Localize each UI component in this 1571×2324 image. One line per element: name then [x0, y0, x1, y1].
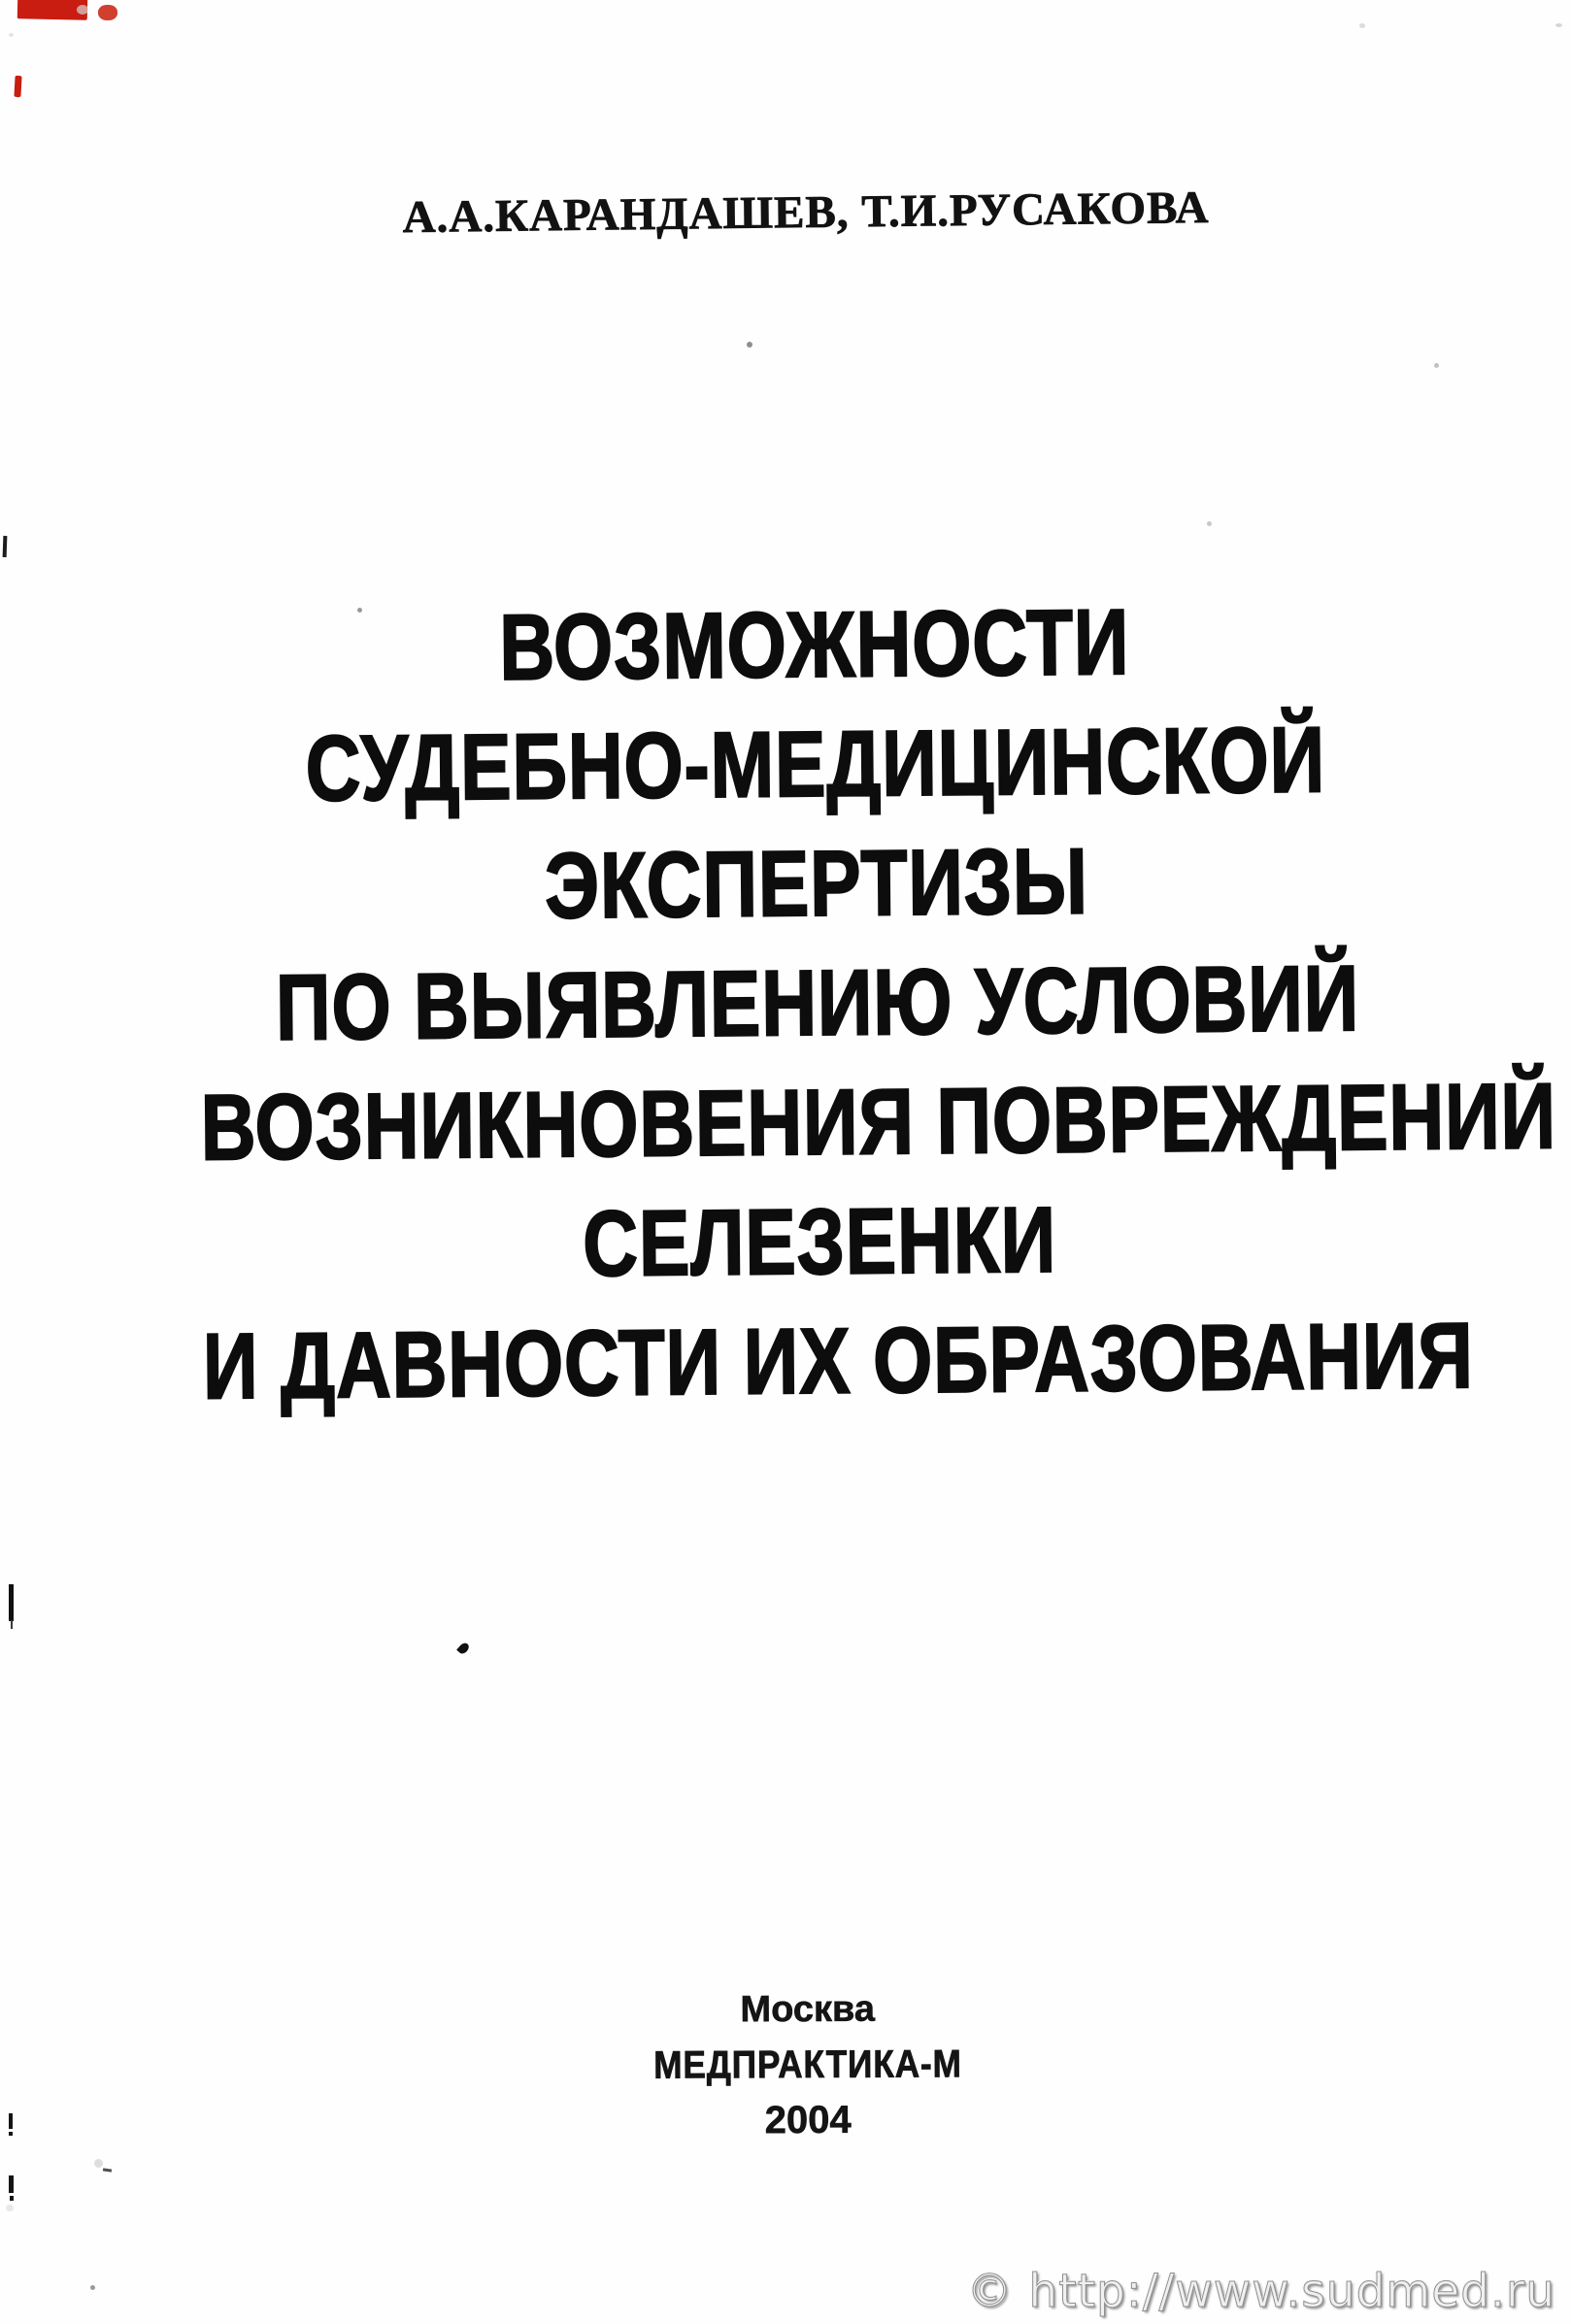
- authors-line: А.А.КАРАНДАШЕВ, Т.И.РУСАКОВА: [402, 182, 1210, 244]
- scan-artifact-red-fleck: [98, 5, 117, 20]
- title-line: ВОЗНИКНОВЕНИЯ ПОВРЕЖДЕНИЙ: [200, 1064, 1557, 1180]
- imprint-city: Москва: [740, 1988, 876, 2031]
- title-line: СЕЛЕЗЕНКИ: [582, 1187, 1057, 1297]
- scan-artifact-smudge: [77, 5, 88, 15]
- site-watermark: © http://www.sudmed.ru: [966, 2265, 1555, 2318]
- title-line: СУДЕБНО-МЕДИЦИНСКОЙ: [305, 708, 1326, 821]
- scan-artifact-smudge: [94, 2159, 103, 2168]
- scan-artifact-speck: [1555, 23, 1562, 27]
- imprint-block: [45, 1979, 1571, 2152]
- title-line: И ДАВНОСТИ ИХ ОБРАЗОВАНИЯ: [202, 1304, 1475, 1419]
- imprint-year: 2004: [764, 2098, 852, 2142]
- scan-artifact-comma-speck: [456, 1642, 471, 1656]
- scan-artifact-left-tick-dot: [10, 2196, 14, 2201]
- book-title: [196, 580, 1557, 1426]
- scan-artifact-left-tick-dot: [9, 2132, 13, 2136]
- scan-artifact-left-tick: [3, 536, 8, 557]
- scan-artifact-speck: [90, 2285, 95, 2290]
- title-line: ПО ВЫЯВЛЕНИЮ УСЛОВИЙ: [275, 946, 1360, 1060]
- scan-artifact-left-tick: [9, 2113, 13, 2129]
- scan-artifact-speck: [9, 33, 14, 37]
- scan-artifact-speck: [357, 608, 362, 613]
- title-line: ЭКСПЕРТИЗЫ: [544, 829, 1089, 939]
- scan-artifact-left-bar: [9, 1584, 14, 1621]
- scan-artifact-red-tick: [14, 76, 21, 97]
- scan-artifact-speck: [1359, 23, 1365, 28]
- scan-artifact-speck: [1207, 521, 1212, 526]
- imprint-publisher: МЕДПРАКТИКА-М: [653, 2042, 962, 2087]
- title-line: ВОЗМОЖНОСТИ: [498, 590, 1130, 700]
- scan-artifact-smudge: [6, 2205, 14, 2211]
- scan-artifact-left-tick: [9, 2175, 14, 2193]
- scan-artifact-speck: [747, 342, 752, 348]
- scan-artifact-dash: [103, 2168, 112, 2172]
- scan-artifact-left-bar-tail: [11, 1620, 13, 1629]
- scan-artifact-speck: [1434, 363, 1439, 368]
